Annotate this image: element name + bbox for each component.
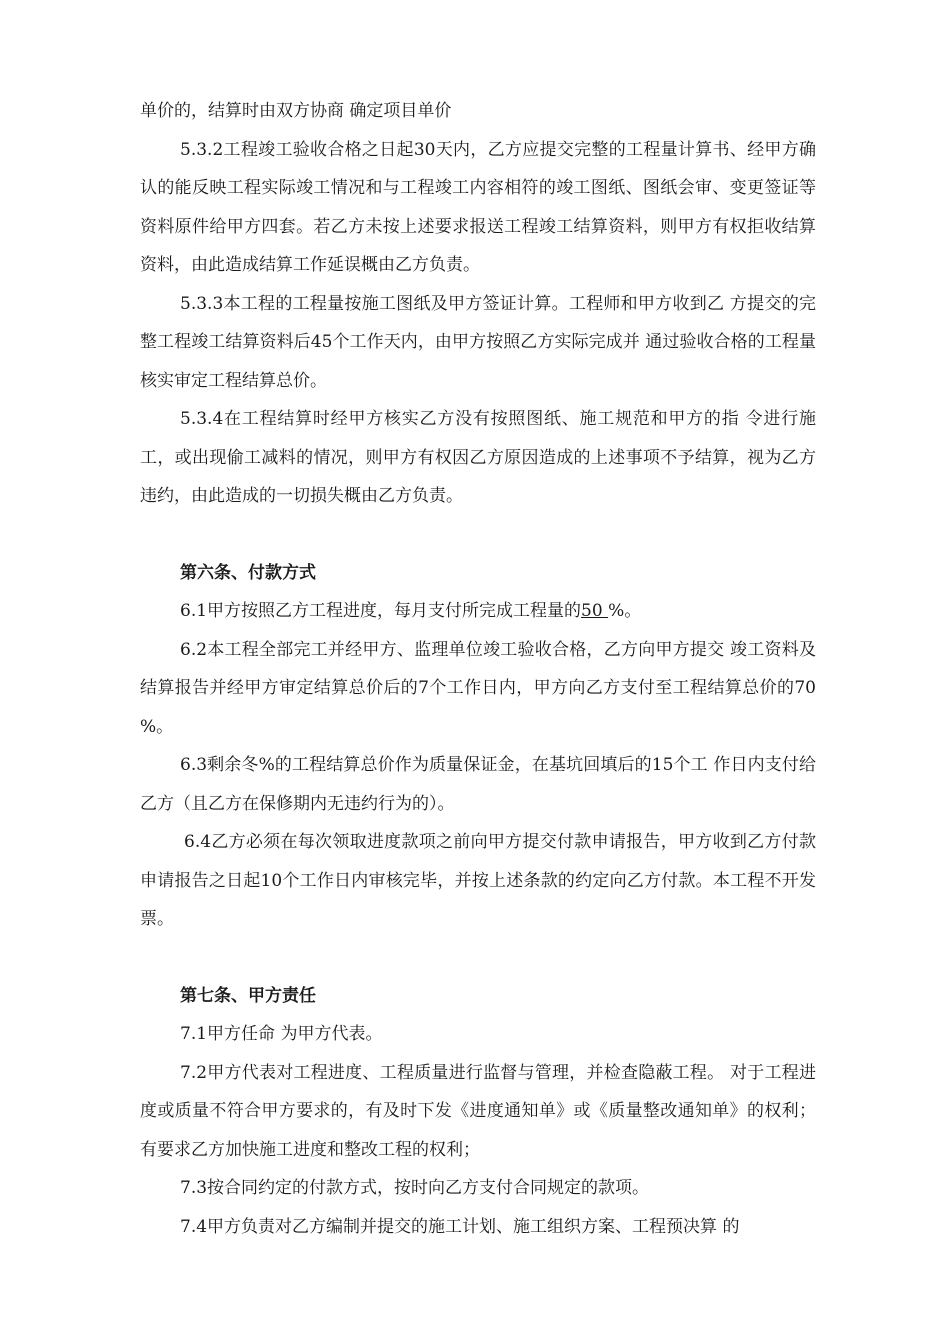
- paragraph-6-1-suffix: %。: [608, 601, 642, 621]
- paragraph-6-2: 6.2本工程全部完工并经甲方、监理单位竣工验收合格，乙方向甲方提交 竣工资料及结算报告并经甲方审定结算总价后的7个工作日内，甲方向乙方支付至工程结算总价的70 %。: [140, 639, 816, 737]
- document-page: [140, 92, 816, 1246]
- paragraph-6-3: 6.3剩余冬%的工程结算总价作为质量保证金，在基坑回填后的15个工 作日内支付给乙方（且乙方在保修期内无违约行为的）。: [140, 755, 816, 814]
- paragraph-7-2: 7.2甲方代表对工程进度、工程质量进行监督与管理，并检查隐蔽工程。 对于工程进度或质量不符合甲方要求的，有及时下发《进度通知单》或《质量整改通知单》的权利；有要求乙方加快施工进度和整改工程的权利；: [140, 1062, 816, 1160]
- section-heading-article-7: 第七条、甲方责任: [180, 985, 316, 1006]
- paragraph-6-1-text: 6.1甲方按照乙方工程进度，每月支付所完成工程量的: [180, 601, 582, 621]
- paragraph-7-4: 7.4甲方负责对乙方编制并提交的施工计划、施工组织方案、工程预决算 的: [180, 1216, 740, 1237]
- section-heading-article-6: 第六条、付款方式: [180, 562, 316, 583]
- paragraph-5-3-1-continued: 单价的，结算时由双方协商 确定项目单价: [140, 101, 452, 121]
- section-gap: [140, 516, 816, 554]
- paragraph-6-1: [140, 592, 816, 631]
- payment-percentage: 50: [581, 601, 609, 621]
- paragraph-5-3-4: 5.3.4在工程结算时经甲方核实乙方没有按照图纸、施工规范和甲方的指 令进行施工，或出现偷工减料的情况，则甲方有权因乙方原因造成的上述事项不予结算，视为乙方违约，由此造成的一切损失概由乙方负责。: [140, 409, 816, 506]
- paragraph-7-3: 7.3按合同约定的付款方式，按时向乙方支付合同规定的款项。: [180, 1178, 650, 1198]
- paragraph-7-1: 7.1甲方任命 为甲方代表。: [180, 1024, 383, 1044]
- paragraph-6-4: 6.4乙方必须在每次领取进度款项之前向甲方提交付款申请报告，甲方收到乙方付款申请报告之日起10个工作日内审核完毕，并按上述条款的约定向乙方付款。本工程不开发票。: [140, 832, 816, 929]
- section-gap: [140, 939, 816, 977]
- paragraph-5-3-2: 5.3.2工程竣工验收合格之日起30天内，乙方应提交完整的工程量计算书、经甲方确认的能反映工程实际竣工情况和与工程竣工内容相符的竣工图纸、图纸会审、变更签证等资料原件给甲方四套。若乙方未按上述要求报送工程竣工结算资料，则甲方有权拒收结算资料，由此造成结算工作延误概由乙方负责。: [140, 139, 816, 275]
- paragraph-5-3-3: 5.3.3本工程的工程量按施工图纸及甲方签证计算。工程师和甲方收到乙 方提交的完整工程竣工结算资料后45个工作天内，由甲方按照乙方实际完成并 通过验收合格的工程量核实审定工程结算总价。: [140, 293, 816, 391]
